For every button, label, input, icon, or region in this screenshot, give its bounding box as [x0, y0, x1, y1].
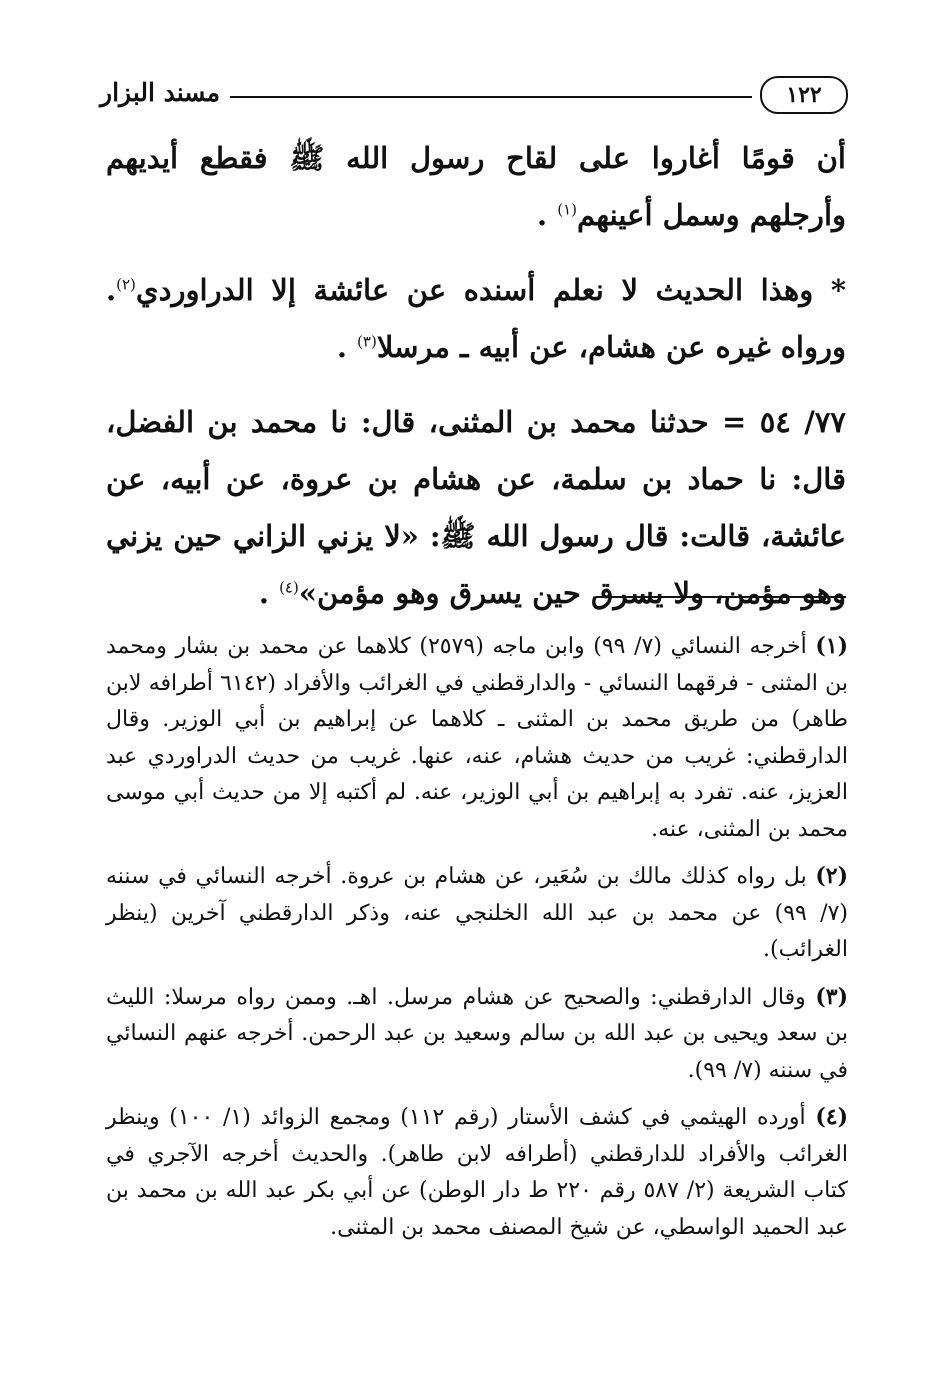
footnote-number: (١)	[815, 633, 849, 659]
paragraph-tail: . ورواه غيره عن هشام، عن أبيه ـ مرسلا	[106, 273, 846, 364]
paragraph-tail: .	[336, 330, 358, 364]
footnote-reference[interactable]: (١)	[557, 200, 577, 219]
footnote-number: (٢)	[815, 863, 848, 889]
page-header	[100, 70, 848, 120]
main-text	[106, 130, 846, 622]
main-paragraph-1	[106, 130, 846, 244]
page-number-badge: ١٢٢	[760, 76, 848, 114]
footnote-text: أخرجه النسائي (٧/ ٩٩) وابن ماجه (٢٥٧٩) كلاهما عن محمد بن بشار ومحمد بن المثنى - فرقهما النسائي - والدارقطني في الغرائب والأفراد (٦١٤٢ أطرافه لابن طاهر) من طريق محمد بن المثنى ـ كلاهما عن إبراهيم بن أبي الوزير. وقال الدارقطني: غريب من حديث هشام، عنه، عنها. غريب من حديث الدراوردي عبد العزيز، عنه. تفرد به إبراهيم بن أبي الوزير، عنه. لم أكتبه إلا من حديث أبي موسى محمد بن المثنى، عنه.	[106, 634, 848, 842]
paragraph-text: ٧٧/ ٥٤ = حدثنا محمد بن المثنى، قال: نا محمد بن الفضل، قال: نا حماد بن سلمة، عن هشام بن عروة، عن أبيه، عن عائشة، قالت: قال رسول الله ﷺ: «لا يزني الزاني حين يزني وهو مؤمن، ولا يسرق حين يسرق وهو مؤمن»	[106, 405, 846, 610]
footnote-reference[interactable]: (٤)	[279, 578, 299, 597]
footnote-number: (٤)	[815, 1104, 849, 1130]
paragraph-tail: .	[258, 576, 280, 610]
footnote-text: أورده الهيثمي في كشف الأستار (رقم ١١٢) ومجمع الزوائد (١/ ١٠٠) وينظر الغرائب والأفراد للدارقطني (أطرافه لابن طاهر). والحديث أخرجه الآجري في كتاب الشريعة (٢/ ٥٨٧ رقم ٢٢٠ ط دار الوطن) عن أبي بكر عبد الله بن محمد بن عبد الحميد الواسطي، عن شيخ المصنف محمد بن المثنى.	[106, 1105, 848, 1240]
paragraph-text: * وهذا الحديث لا نعلم أسنده عن عائشة إلا الدراوردي	[135, 273, 846, 307]
header-rule	[230, 96, 752, 98]
footnotes-section	[106, 628, 848, 1246]
footnote-reference[interactable]: (٣)	[357, 332, 377, 351]
footnote-1	[106, 628, 848, 848]
footnote-3	[106, 979, 848, 1090]
footnote-2	[106, 858, 848, 969]
book-title: مسند البزار	[100, 78, 220, 107]
paragraph-text: أن قومًا أغاروا على لقاح رسول الله ﷺ فقطع أيديهم وأرجلهم وسمل أعينهم	[106, 141, 846, 232]
footnote-separator	[596, 596, 846, 598]
footnote-text: بل رواه كذلك مالك بن سُعَير، عن هشام بن عروة. أخرجه النسائي في سننه (٧/ ٩٩) عن محمد بن عبد الله الخلنجي عنه، وذكر الدارقطني آخرين (ينظر الغرائب).	[106, 864, 848, 962]
footnote-text: وقال الدارقطني: والصحيح عن هشام مرسل. اهـ. وممن رواه مرسلا: الليث بن سعد ويحيى بن عبد الله بن سالم وسعيد بن عبد الرحمن. أخرجه عنهم النسائي في سننه (٧/ ٩٩).	[106, 984, 848, 1083]
footnote-4	[106, 1099, 848, 1246]
main-paragraph-3	[106, 394, 846, 622]
main-paragraph-2	[106, 262, 846, 376]
footnote-reference[interactable]: (٢)	[116, 275, 136, 294]
footnote-number: (٣)	[815, 983, 848, 1010]
paragraph-tail: .	[537, 198, 558, 232]
